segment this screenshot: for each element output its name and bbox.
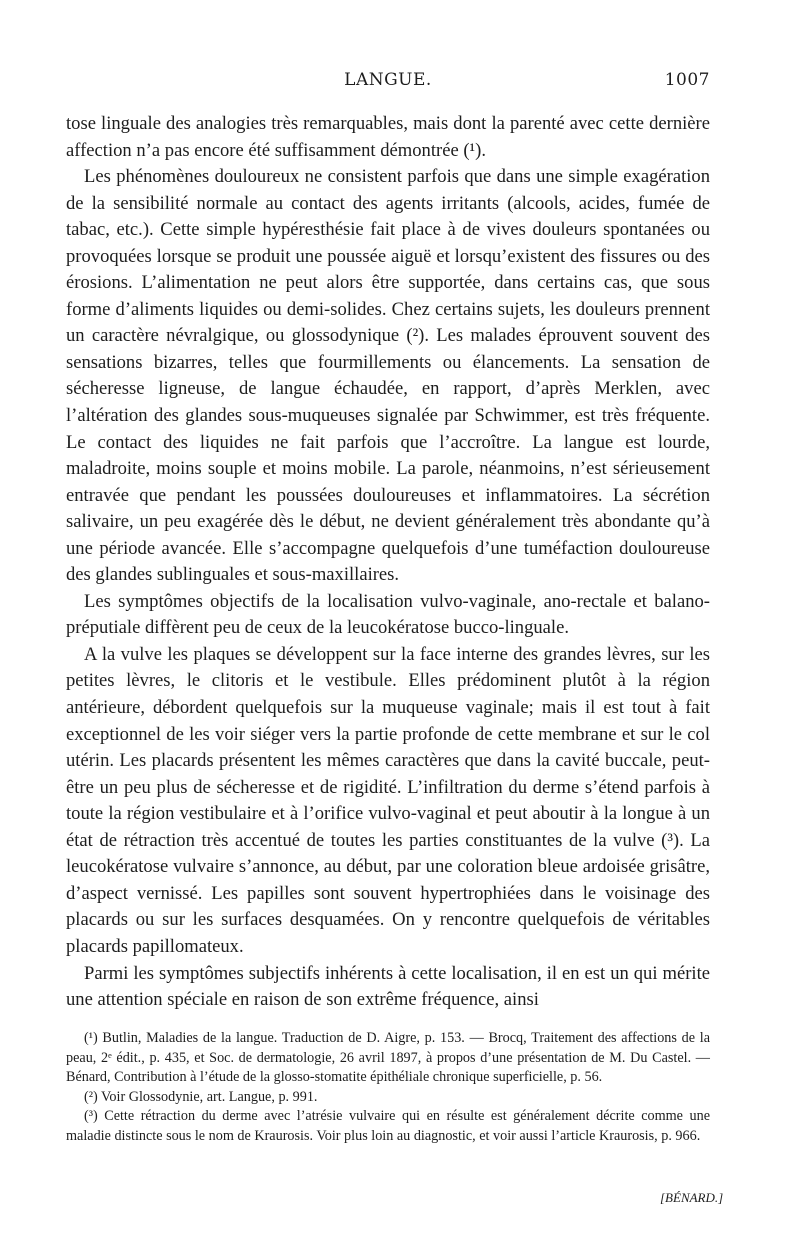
running-title: LANGUE. [344, 70, 432, 90]
running-header [66, 70, 710, 94]
footnote: (¹) Butlin, Maladies de la langue. Traduction de D. Aigre, p. 153. — Brocq, Traitement des affections de la peau, 2ᵉ édit., p. 435, et Soc. de dermatologie, 26 avril 1897, à propos d’une présentation de M. Du Castel. — Bénard, Contribution à l’étude de la glosso-stomatite épithéliale chronique superficielle, p. 56. [66, 1030, 710, 1086]
footnotes [66, 1029, 710, 1147]
page-number: 1007 [664, 70, 710, 90]
paragraph-continuation: tose linguale des analogies très remarquables, mais dont la parenté avec cette dernière affection n’a pas encore été suffisamment démontrée (¹). [66, 113, 710, 161]
author-signature: [BÉNARD.] [660, 1190, 724, 1205]
paragraph: Les symptômes objectifs de la localisation vulvo-vaginale, ano-rectale et balano-préputiale diffèrent peu de ceux de la leucokératose bucco-linguale. [66, 590, 710, 639]
footnote: (³) Cette rétraction du derme avec l’atrésie vulvaire qui en résulte est généralement décrite comme une maladie distincte sous le nom de Kraurosis. Voir plus loin au diagnostic, et voir aussi l’article Kraurosis, p. 966. [66, 1108, 710, 1144]
main-text [66, 111, 710, 1014]
paragraph: A la vulve les plaques se développent sur la face interne des grandes lèvres, sur les petites lèvres, le clitoris et le vestibule. Elles prédominent plutôt à la région antérieure, débordent quelquefois sur la muqueuse vaginale; mais il est tout à fait exceptionnel de les voir siéger vers la partie profonde de cette membrane et sur le col utérin. Les placards présentent les mêmes caractères que dans la cavité buccale, peut-être un peu plus de sécheresse et de rigidité. L’infiltration du derme s’étend parfois à toute la région vestibulaire et à l’orifice vulvo-vaginal et peut aboutir à la longue à un état de rétraction très accentué de toutes les parties constituantes de la vulve (³). La leucokératose vulvaire s’annonce, au début, par une coloration bleue ardoisée grisâtre, d’aspect vernissé. Les papilles sont souvent hypertrophiées dans le voisinage des placards ou sur les surfaces desquamées. On y rencontre quelquefois de véritables placards papillomateux. [66, 643, 710, 957]
paragraph: Parmi les symptômes subjectifs inhérents à cette localisation, il en est un qui mérite une attention spéciale en raison de son extrême fréquence, ainsi [66, 962, 710, 1011]
paragraph: Les phénomènes douloureux ne consistent parfois que dans une simple exagération de la sensibilité normale au contact des agents irritants (alcools, acides, fumée de tabac, etc.). Cette simple hypéresthésie fait place à de vives douleurs spontanées ou provoquées lorsque se produit une poussée aiguë et lorsqu’existent des fissures ou des érosions. L’alimentation ne peut alors être supportée, dans certains cas, que sous forme d’aliments liquides ou demi-solides. Chez certains sujets, les douleurs prennent un caractère névralgique, ou glossodynique (²). Les malades éprouvent souvent des sensations bizarres, telles que fourmillements ou élancements. La sensation de sécheresse ligneuse, de langue échaudée, en rapport, d’après Merklen, avec l’altération des glandes sous-muqueuses signalée par Schwimmer, est très fréquente. Le contact des liquides ne fait parfois que l’accroître. La langue est lourde, maladroite, moins souple et moins mobile. La parole, néanmoins, n’est sérieusement entravée que pendant les poussées douloureuses et inflammatoires. La sécrétion salivaire, un peu exagérée dès le début, ne devient généralement très abondante qu’à une période avancée. Elle s’accompagne quelquefois d’une tuméfaction douloureuse des glandes sublinguales et sous-maxillaires. [66, 166, 710, 586]
footnote: (²) Voir Glossodynie, art. Langue, p. 991. [84, 1088, 318, 1105]
